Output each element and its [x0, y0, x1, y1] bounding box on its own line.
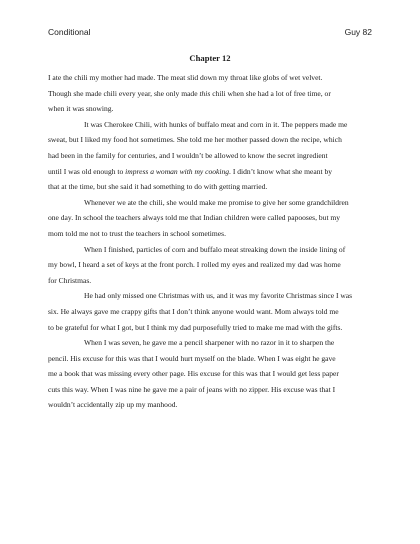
text-line — [48, 335, 372, 351]
text-run: chili when she had a lot of free time, or — [210, 88, 331, 98]
text-line — [48, 132, 372, 148]
text-run: cuts this way. When I was nine he gave me a pair of jeans with no zipper. His excuse was that I — [48, 384, 336, 394]
text-line — [48, 257, 372, 273]
text-run: When I was seven, he gave me a pencil sharpener with no razor in it to sharpen the — [84, 338, 335, 348]
header-page-number: Guy 82 — [344, 27, 372, 37]
text-line — [48, 86, 372, 102]
text-line — [48, 179, 372, 195]
text-run: my bowl, I heard a set of keys at the front porch. I rolled my eyes and realized my dad was home — [48, 260, 341, 270]
text-line — [48, 101, 372, 117]
text-run: pencil. His excuse for this was that I would hurt myself on the blade. When I was eight he gave — [48, 353, 336, 363]
text-line — [48, 242, 372, 258]
text-line — [48, 304, 372, 320]
text-run: He had only missed one Christmas with us, and it was my favorite Christmas since I was — [84, 291, 353, 301]
text-run: . I didn’t know what she meant by — [229, 166, 333, 176]
text-run: Though she made chili every year, she only made — [48, 88, 200, 98]
text-run: to be grateful for what I got, but I think my dad purposefully tried to make me mad with the gifts. — [48, 322, 343, 332]
italic-text: this — [199, 88, 211, 98]
text-run: wouldn’t accidentally zip up my manhood. — [48, 400, 178, 410]
text-run: Whenever we ate the chili, she would make me promise to give her some grandchildren — [84, 197, 349, 207]
text-line — [48, 273, 372, 289]
text-run: mom told me not to trust the teachers in school sometimes. — [48, 228, 226, 238]
text-run: when it was snowing. — [48, 104, 114, 114]
chapter-title: Chapter 12 — [189, 53, 231, 63]
text-line — [48, 397, 372, 413]
text-run: had been in the family for centuries, and I wouldn’t be allowed to know the secret ingredient — [48, 150, 328, 160]
text-line — [48, 70, 372, 86]
text-line — [48, 164, 372, 180]
text-line — [48, 382, 372, 398]
text-run: sweat, but I liked my food hot sometimes. She told me her mother passed down the recipe, which — [48, 135, 342, 145]
text-run: for Christmas. — [48, 275, 92, 285]
text-line — [48, 195, 372, 211]
text-line — [48, 226, 372, 242]
text-line — [48, 288, 372, 304]
text-run: When I finished, particles of corn and buffalo meat streaking down the inside lining of — [84, 244, 346, 254]
running-header — [48, 27, 372, 37]
text-run: one day. In school the teachers always told me that Indian children were called papooses, but my — [48, 213, 341, 223]
text-line — [48, 320, 372, 336]
text-line — [48, 351, 372, 367]
text-line — [48, 117, 372, 133]
text-run: It was Cherokee Chili, with hunks of buffalo meat and corn in it. The peppers made me — [84, 119, 348, 129]
body-text — [48, 70, 372, 413]
text-run: that at the time, but she said it had something to do with getting married. — [48, 182, 268, 192]
text-line — [48, 148, 372, 164]
header-title: Conditional — [48, 27, 91, 37]
text-run: six. He always gave me crappy gifts that I don’t think anyone would want. Mom always told me — [48, 306, 339, 316]
text-run: I ate the chili my mother had made. The meat slid down my throat like globs of wet velvet. — [48, 73, 323, 82]
text-line — [48, 210, 372, 226]
text-line — [48, 366, 372, 382]
text-run: until I was old enough to — [48, 166, 126, 176]
text-run: me a book that was missing every other page. His excuse for this was that I would get less paper — [48, 369, 339, 379]
italic-text: impress a woman with my cooking — [125, 166, 230, 176]
